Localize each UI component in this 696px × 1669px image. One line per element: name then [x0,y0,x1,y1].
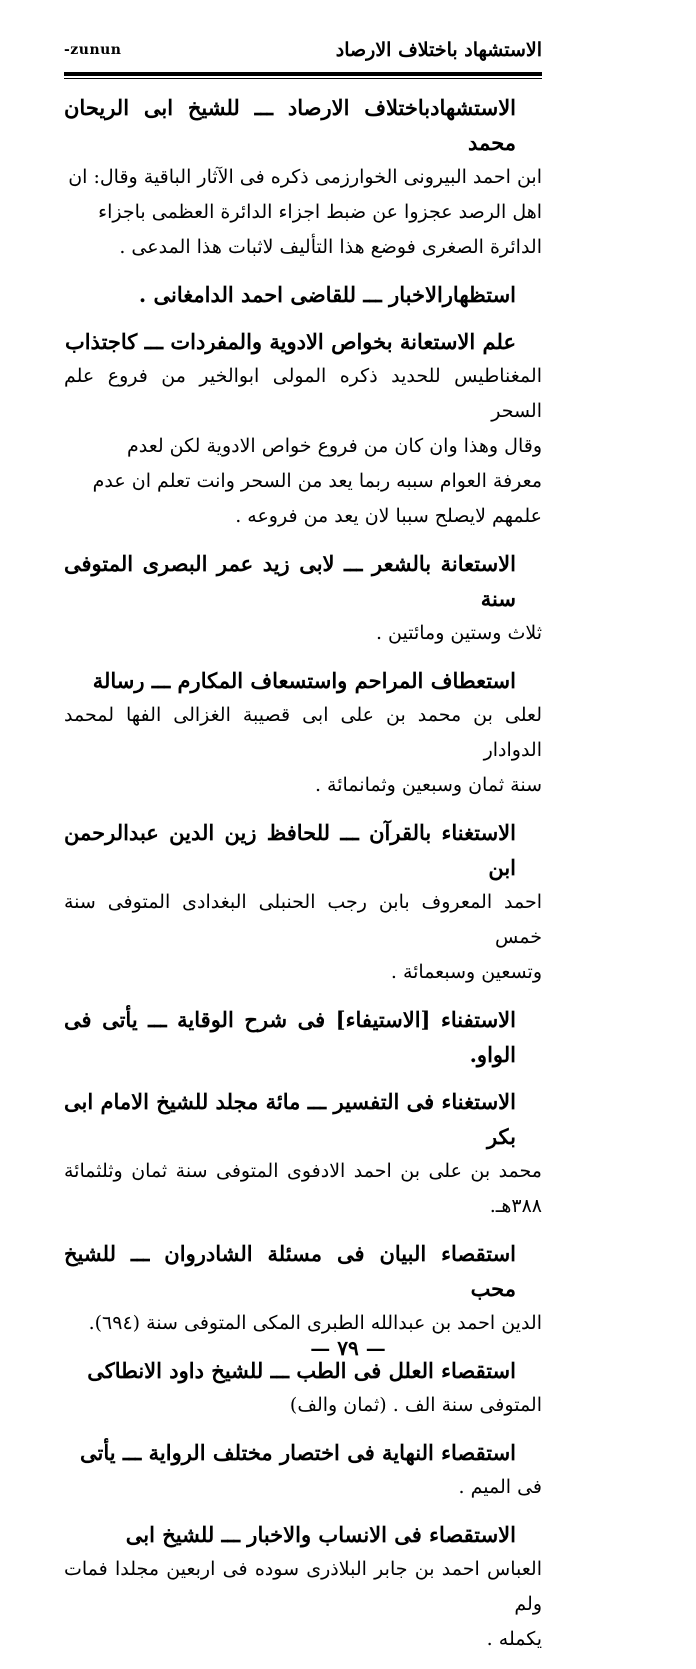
entry-title-line: استقصاء العلل فى الطب ـــ للشيخ داود الانطاكى [87,1358,516,1383]
entry-text-line: سنة ثمان وسبعين وثمانمائة . [314,774,542,796]
entry-title-line: الاستشهادباختلاف الارصاد ـــ للشيخ ابى الريحان محمد [64,95,516,155]
entry-title-line: الاستغناء بالقرآن ـــ للحافظ زين الدين عبدالرحمن ابن [64,820,516,880]
entry-text-line: لعلى بن محمد بن على ابى قصيبة الغزالى الفها لمحمد الدوادار [64,704,542,761]
entry-text-line: العباس احمد بن جابر البلاذرى سوده فى اربعين مجلدا فمات ولم [64,1558,542,1615]
bibliography-entry [64,1435,542,1505]
entry-text-line: علمهم لايصلح سببا لان يعد من فروعه . [235,505,542,527]
entry-title-line: استظهارالاخبار ـــ للقاضى احمد الدامغانى . [138,282,516,307]
entry-text-line: الدين احمد بن عبدالله الطبرى المكى المتوفى سنة (٦٩٤). [88,1312,542,1334]
bibliography-entry [64,1236,542,1341]
entry-title-line: استقصاء البيان فى مسئلة الشادروان ـــ للشيخ محب [64,1241,516,1301]
bibliography-entry [64,815,542,990]
entry-text-line: فى الميم . [458,1476,542,1498]
entry-title-line: الاستفناء [الاستيفاء] فى شرح الوقاية ـــ يأتى فى الواو. [64,1007,516,1067]
entry-text-line: المتوفى سنة الف . (ثمان والف) [289,1394,542,1416]
bibliography-entry [64,324,542,534]
header-rule-thick [64,72,542,76]
running-header [64,36,542,64]
entry-text-line: الدائرة الصغرى فوضع هذا التأليف لاثبات هذا المدعى . [119,236,542,258]
entry-text-line: ثلاث وستين ومائتين . [375,622,542,644]
entry-text-line: ابن احمد البيرونى الخوارزمى ذكره فى الآثار الباقية وقال: ان [68,166,542,188]
bibliography-entry [64,277,542,312]
entry-text-line: المغناطيس للحديد ذكره المولى ابوالخير من فروع علم السحر [64,365,542,422]
entry-text-line: وقال وهذا وان كان من فروع خواص الادوية لكن لعدم [126,435,542,457]
entry-text-line: احمد المعروف بابن رجب الحنبلى البغدادى المتوفى سنة خمس [64,891,542,948]
entry-title-line: استعطاف المراحم واستسعاف المكارم ـــ رسالة [92,668,516,693]
bibliography-entry [64,546,542,651]
entry-text-line: وتسعين وسبعمائة . [390,961,542,983]
bibliography-entry [64,1002,542,1072]
entry-text-line: يكمله . [486,1628,542,1650]
entry-title-line: الاستقصاء فى الانساب والاخبار ـــ للشيخ ابى [125,1522,516,1547]
bibliography-entry [64,663,542,803]
bibliography-entry [64,1353,542,1423]
bibliography-entry [64,1084,542,1224]
page-number: — ٧٩ — [310,1336,386,1360]
bibliography-entry [64,90,542,265]
entry-title-line: علم الاستعانة بخواص الادوية والمفردات ـــ كاجتذاب [64,329,516,354]
entry-title-line: الاستغناء فى التفسير ـــ مائة مجلد للشيخ الامام ابى بكر [64,1089,516,1149]
page-body [64,90,542,1669]
entry-text-line: اهل الرصد عجزوا عن ضبط اجزاء الدائرة العظمى باجزاء [98,201,542,223]
bibliography-entry [64,1517,542,1657]
entry-text-line: معرفة العوام سببه ربما يعد من السحر وانت تعلم ان عدم [92,470,542,492]
header-rule-thin [64,78,542,79]
entry-title-line: استقصاء النهاية فى اختصار مختلف الرواية ـــ يأتى [79,1440,516,1465]
header-left-text: -zunun [64,42,122,58]
entry-title-line: الاستعانة بالشعر ـــ لابى زيد عمر البصرى المتوفى سنة [64,551,516,611]
header-title: الاستشهاد باختلاف الارصاد [335,39,542,61]
entry-text-line: محمد بن على بن احمد الادفوى المتوفى سنة ثمان وثلثمائة ٣٨٨هـ. [64,1160,542,1217]
